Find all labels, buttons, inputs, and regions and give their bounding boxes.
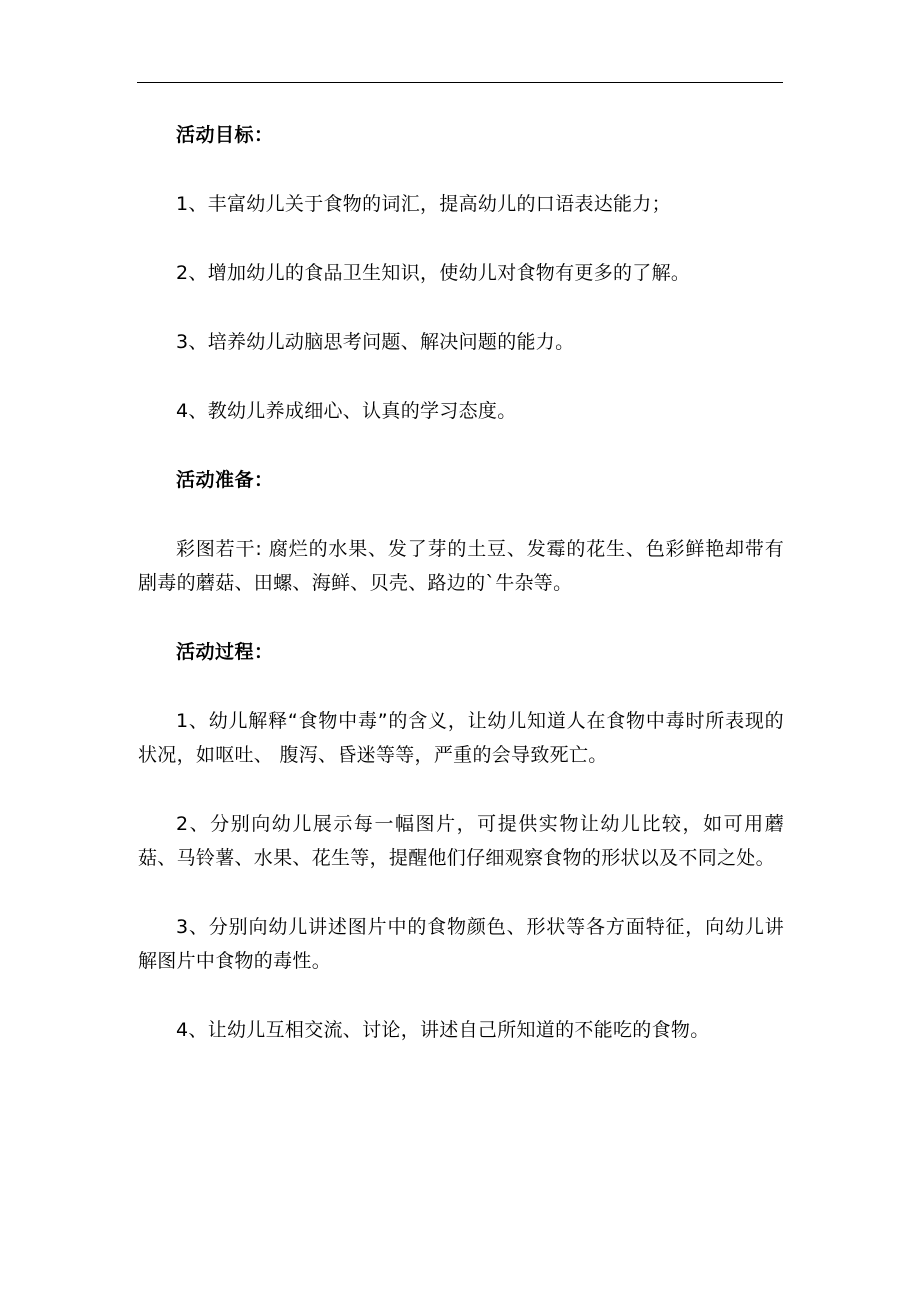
goal-item: 2、增加幼儿的食品卫生知识，使幼儿对食物有更多的了解。 xyxy=(176,262,691,284)
preparation-item: 彩图若干: 腐烂的水果、发了芽的土豆、发霉的花生、色彩鲜艳却带有剧毒的蘑菇、田螺、海鲜、贝壳、路边的`牛杂等。 xyxy=(138,538,784,594)
goal-item: 4、教幼儿养成细心、认真的学习态度。 xyxy=(176,400,517,422)
section-heading-preparation: 活动准备： xyxy=(176,469,274,491)
section-heading-process: 活动过程： xyxy=(176,641,274,663)
document-body xyxy=(138,118,784,1082)
process-step: 3、分别向幼儿讲述图片中的食物颜色、形状等各方面特征，向幼儿讲解图片中食物的毒性。 xyxy=(138,916,784,972)
goal-item: 1、丰富幼儿关于食物的词汇，提高幼儿的口语表达能力； xyxy=(176,193,671,215)
process-step: 4、让幼儿互相交流、讨论，讲述自己所知道的不能吃的食物。 xyxy=(176,1019,710,1041)
goal-item: 3、培养幼儿动脑思考问题、解决问题的能力。 xyxy=(176,331,575,353)
header-rule xyxy=(137,82,783,83)
process-step: 2、分别向幼儿展示每一幅图片，可提供实物让幼儿比较，如可用蘑菇、马铃薯、水果、花生等，提醒他们仔细观察食物的形状以及不同之处。 xyxy=(138,813,784,869)
section-heading-goals: 活动目标： xyxy=(176,124,274,146)
process-step: 1、幼儿解释“食物中毒”的含义，让幼儿知道人在食物中毒时所表现的状况，如呕吐、 腹泻、昏迷等等，严重的会导致死亡。 xyxy=(138,710,784,766)
